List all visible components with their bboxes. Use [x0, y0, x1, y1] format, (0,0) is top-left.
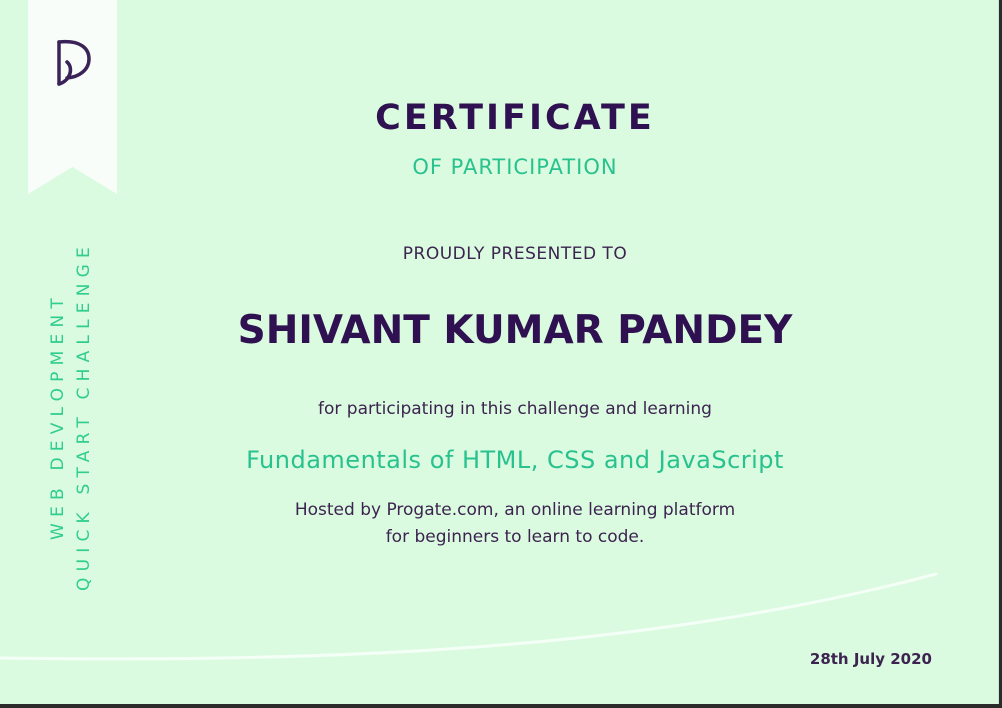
recipient-name: SHIVANT KUMAR PANDEY: [237, 308, 793, 353]
course-name: Fundamentals of HTML, CSS and JavaScript: [246, 446, 784, 474]
hosted-line-2: for beginners to learn to code.: [385, 527, 645, 547]
certificate-date: 28th July 2020: [809, 650, 932, 668]
certificate-title: CERTIFICATE: [375, 98, 655, 138]
participation-reason: for participating in this challenge and learning: [318, 399, 712, 419]
hosted-line-1: Hosted by Progate.com, an online learning platform: [294, 500, 736, 520]
certificate-subtitle: OF PARTICIPATION: [412, 155, 618, 179]
challenge-line-1: WEB DEVLOPMENT: [48, 292, 68, 540]
challenge-line-2: QUICK START CHALLENGE: [74, 241, 94, 591]
presented-to-label: PROUDLY PRESENTED TO: [402, 244, 628, 264]
